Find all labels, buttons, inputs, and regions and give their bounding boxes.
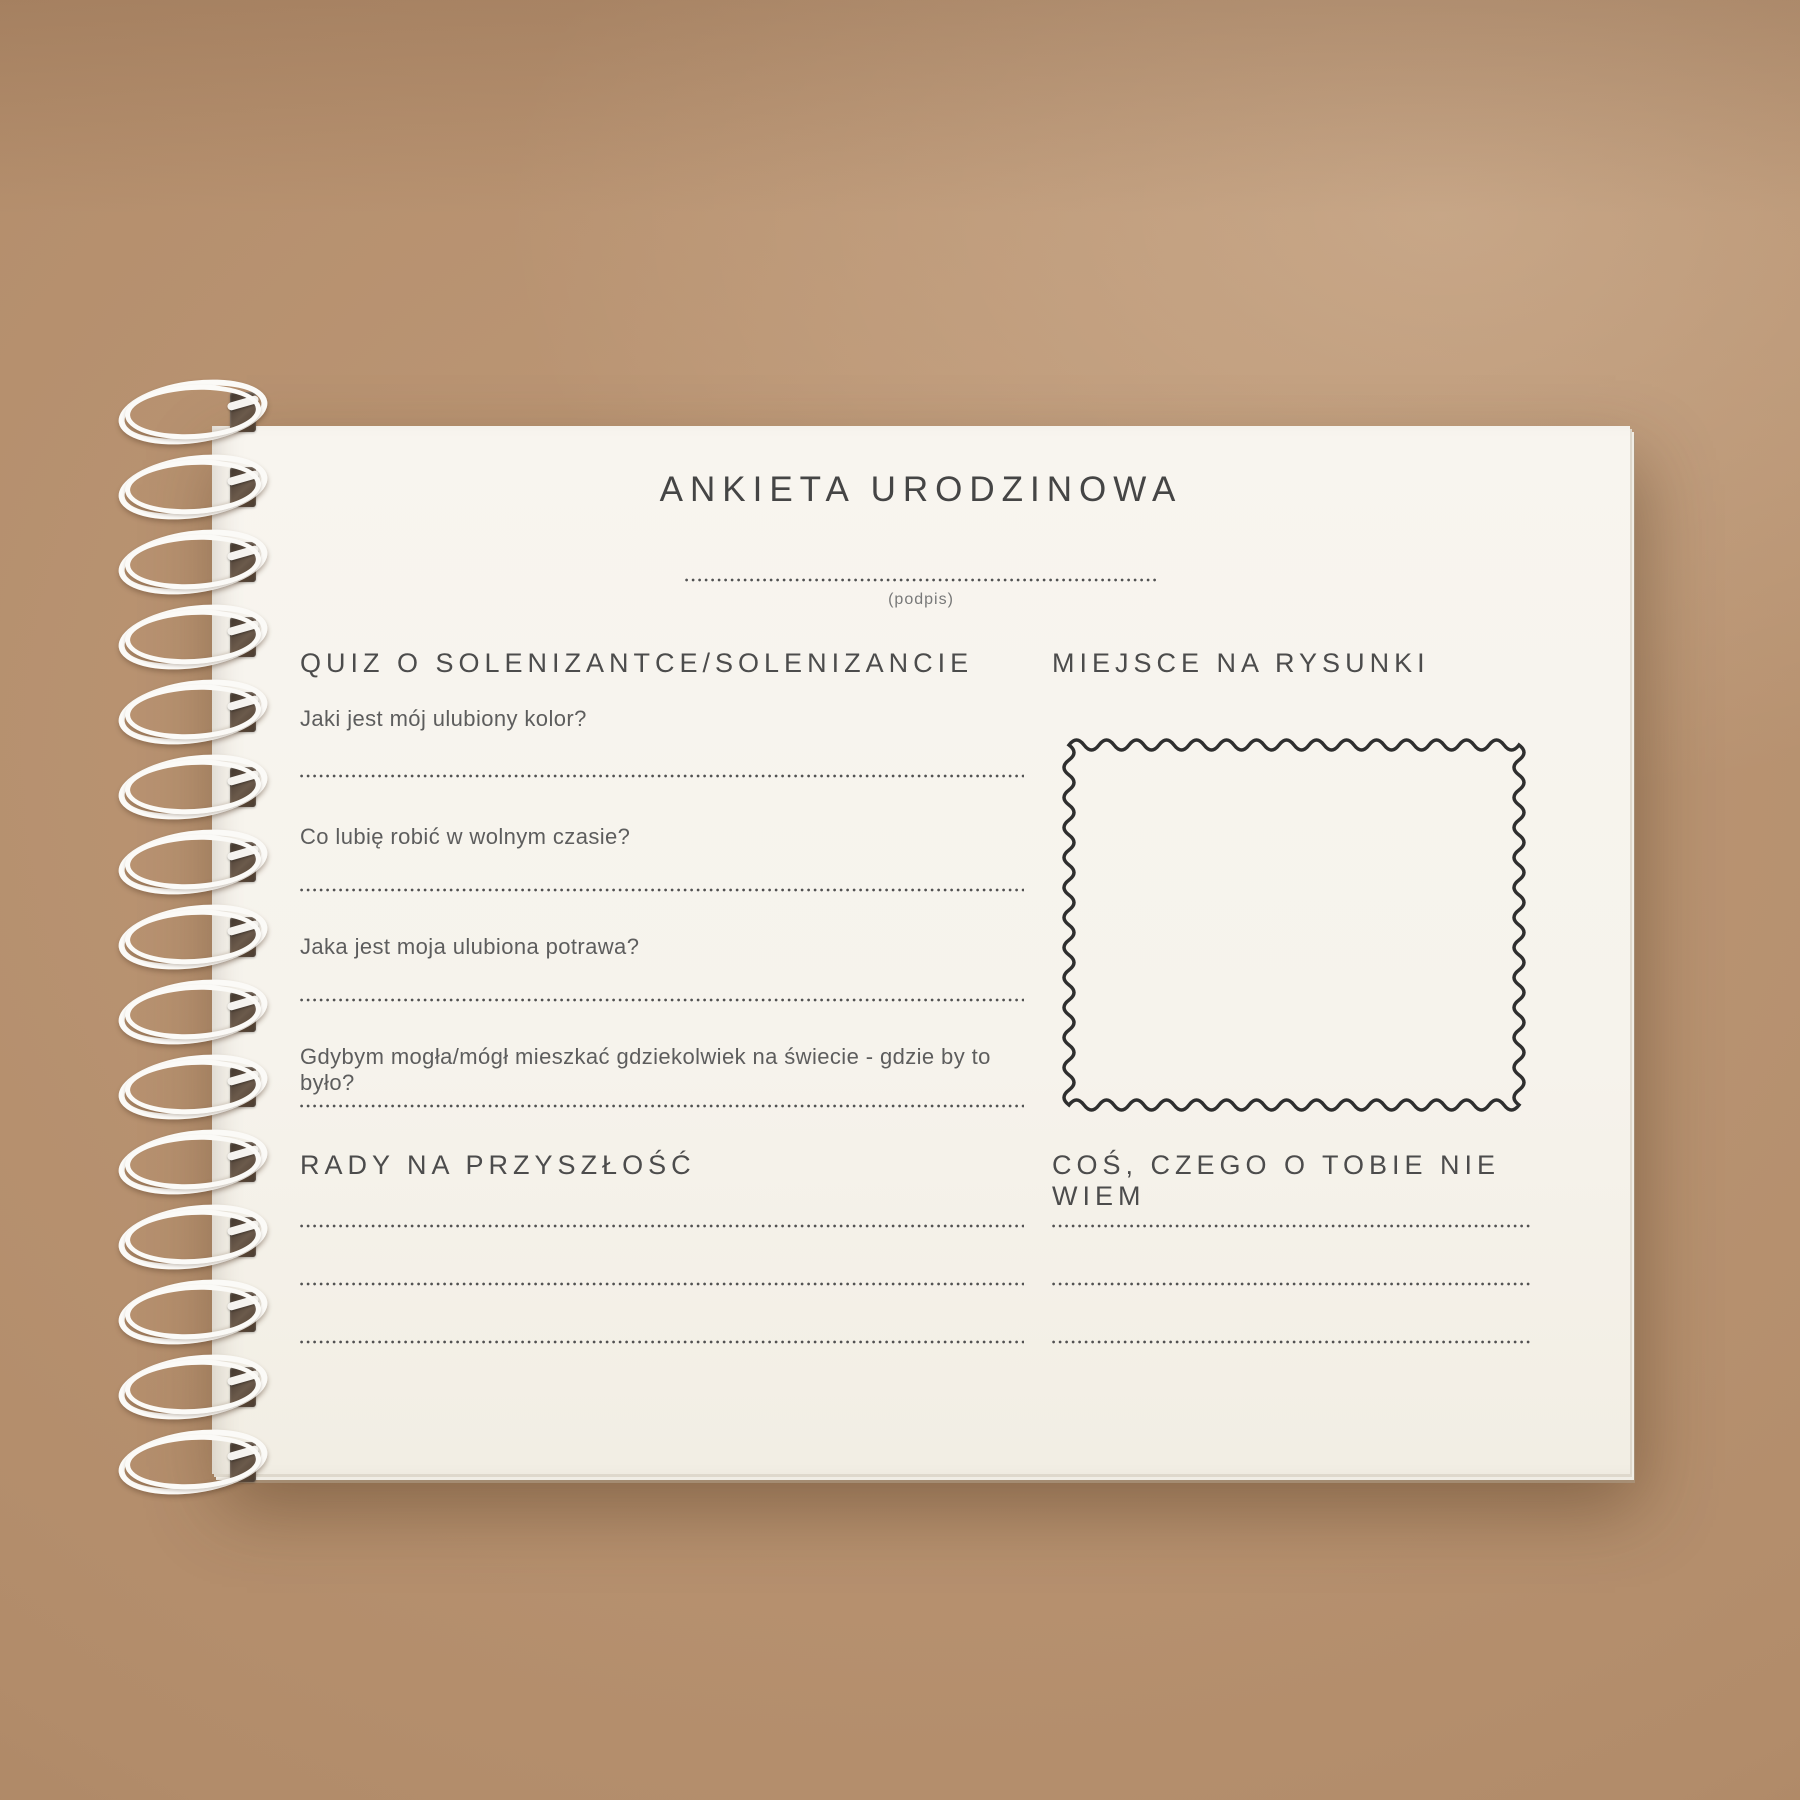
quiz-column — [300, 648, 1024, 1180]
drawings-column — [1052, 648, 1540, 1211]
spiral-ring — [118, 1431, 268, 1493]
advice-line-2 — [300, 1282, 1024, 1286]
signature-block — [212, 578, 1630, 609]
quiz-heading: QUIZ O SOLENIZANTCE/SOLENIZANCIE — [300, 648, 974, 678]
signature-caption: (podpis) — [888, 591, 954, 608]
wire-loop-icon — [124, 531, 263, 592]
unknown-heading: COŚ, CZEGO O TOBIE NIE WIEM — [1052, 1150, 1501, 1211]
wire-loop-icon — [124, 981, 263, 1042]
signature-line — [685, 578, 1157, 582]
answer-line-4 — [300, 1104, 1024, 1108]
quiz-question-2: Co lubię robić w wolnym czasie? — [300, 824, 631, 849]
spiral-ring — [118, 981, 268, 1043]
spiral-ring — [118, 381, 268, 443]
spiral-ring — [118, 906, 268, 968]
page-title: ANKIETA URODZINOWA — [659, 470, 1183, 509]
spiral-ring — [118, 756, 268, 818]
drawings-heading: MIEJSCE NA RYSUNKI — [1052, 648, 1430, 678]
unknown-line-1 — [1052, 1224, 1530, 1228]
wire-loop-icon — [124, 831, 263, 892]
answer-line-1 — [300, 774, 1024, 778]
spiral-ring — [118, 1131, 268, 1193]
quiz-question-3: Jaka jest moja ulubiona potrawa? — [300, 934, 640, 959]
wire-loop-icon — [124, 1206, 263, 1267]
unknown-line-3 — [1052, 1340, 1530, 1344]
spiral-ring — [118, 456, 268, 518]
wire-loop-icon — [124, 1131, 263, 1192]
notebook-page — [212, 426, 1630, 1474]
wire-loop-icon — [124, 1356, 263, 1417]
wire-loop-icon — [124, 456, 263, 517]
wire-loop-icon — [124, 756, 263, 817]
drawing-area — [1054, 730, 1534, 1120]
spiral-ring — [118, 531, 268, 593]
wire-loop-icon — [124, 681, 263, 742]
wire-loop-icon — [124, 1281, 263, 1342]
spiral-ring — [118, 831, 268, 893]
wire-loop-icon — [124, 906, 263, 967]
wire-loop-icon — [124, 1431, 263, 1492]
spiral-ring — [118, 606, 268, 668]
spiral-ring — [118, 1206, 268, 1268]
quiz-question-4: Gdybym mogła/mógł mieszkać gdziekolwiek na świecie - gdzie by to było? — [300, 1044, 991, 1095]
advice-line-3 — [300, 1340, 1024, 1344]
unknown-line-2 — [1052, 1282, 1530, 1286]
spiral-ring — [118, 681, 268, 743]
wire-loop-icon — [124, 1056, 263, 1117]
spiral-ring — [118, 1281, 268, 1343]
wire-loop-icon — [124, 606, 263, 667]
advice-heading: RADY NA PRZYSZŁOŚĆ — [300, 1150, 696, 1180]
advice-line-1 — [300, 1224, 1024, 1228]
answer-line-3 — [300, 998, 1024, 1002]
answer-line-2 — [300, 888, 1024, 892]
wire-loop-icon — [124, 381, 263, 442]
quiz-question-1: Jaki jest mój ulubiony kolor? — [300, 706, 587, 731]
spiral-ring — [118, 1356, 268, 1418]
spiral-ring — [118, 1056, 268, 1118]
